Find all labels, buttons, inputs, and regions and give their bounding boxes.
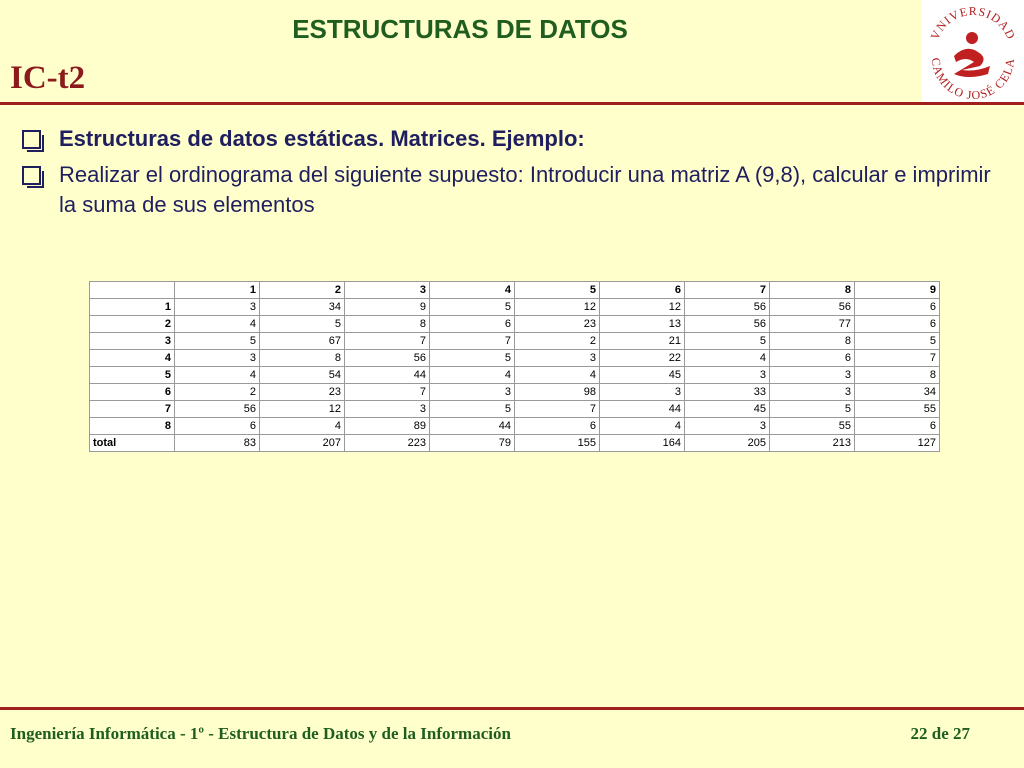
row-header: 8 <box>90 418 175 435</box>
table-cell: 4 <box>430 367 515 384</box>
table-row <box>90 333 940 350</box>
column-header: 1 <box>175 282 260 299</box>
slide-title: ESTRUCTURAS DE DATOS <box>292 14 628 44</box>
total-cell: 207 <box>260 435 345 452</box>
column-header: 9 <box>855 282 940 299</box>
row-header: 3 <box>90 333 175 350</box>
table-cell: 8 <box>855 367 940 384</box>
table-cell: 3 <box>345 401 430 418</box>
table-cell: 23 <box>260 384 345 401</box>
table-cell: 5 <box>430 350 515 367</box>
table-cell: 5 <box>685 333 770 350</box>
bullet-text: Estructuras de datos estáticas. Matrices. Ejemplo: <box>59 126 585 151</box>
row-header: 2 <box>90 316 175 333</box>
row-header: 5 <box>90 367 175 384</box>
table-cell: 3 <box>685 367 770 384</box>
svg-text:CAMILO JOSÉ CELA: CAMILO JOSÉ CELA <box>928 56 1018 103</box>
table-cell: 5 <box>430 299 515 316</box>
row-header: 7 <box>90 401 175 418</box>
table-cell: 44 <box>430 418 515 435</box>
table-cell: 6 <box>855 418 940 435</box>
table-row <box>90 367 940 384</box>
table-cell: 8 <box>770 333 855 350</box>
table-cell: 33 <box>685 384 770 401</box>
table-cell: 34 <box>260 299 345 316</box>
total-cell: 213 <box>770 435 855 452</box>
total-cell: 155 <box>515 435 600 452</box>
table-cell: 12 <box>515 299 600 316</box>
column-header: 7 <box>685 282 770 299</box>
table-cell: 6 <box>515 418 600 435</box>
table-cell: 56 <box>770 299 855 316</box>
table-cell: 89 <box>345 418 430 435</box>
table-cell: 3 <box>600 384 685 401</box>
table-cell: 9 <box>345 299 430 316</box>
bullet-item <box>18 160 1008 220</box>
table-header-row <box>90 282 940 299</box>
table-cell: 5 <box>770 401 855 418</box>
footer-divider <box>0 707 1024 710</box>
table-cell: 4 <box>515 367 600 384</box>
table-cell: 3 <box>685 418 770 435</box>
bullet-list <box>18 124 1008 226</box>
table-cell: 77 <box>770 316 855 333</box>
table-row <box>90 299 940 316</box>
column-header: 2 <box>260 282 345 299</box>
table-cell: 55 <box>770 418 855 435</box>
total-cell: 205 <box>685 435 770 452</box>
table-cell: 54 <box>260 367 345 384</box>
row-header: 4 <box>90 350 175 367</box>
table-cell: 4 <box>175 367 260 384</box>
table-row <box>90 401 940 418</box>
header-divider <box>0 102 1024 105</box>
table-cell: 45 <box>685 401 770 418</box>
bullet-text: Realizar el ordinograma del siguiente supuesto: Introducir una matriz A (9,8), calcular e imprimir la suma de sus elementos <box>59 162 991 217</box>
checkbox-bullet-icon <box>22 166 41 185</box>
table-row <box>90 384 940 401</box>
column-header: 8 <box>770 282 855 299</box>
table-cell: 2 <box>175 384 260 401</box>
checkbox-bullet-icon <box>22 130 41 149</box>
table-cell: 6 <box>770 350 855 367</box>
total-cell: 223 <box>345 435 430 452</box>
column-header: 3 <box>345 282 430 299</box>
table-cell: 5 <box>260 316 345 333</box>
table-cell: 56 <box>175 401 260 418</box>
table-cell: 5 <box>175 333 260 350</box>
table-cell: 56 <box>685 299 770 316</box>
table-cell: 21 <box>600 333 685 350</box>
total-cell: 164 <box>600 435 685 452</box>
table-cell: 44 <box>345 367 430 384</box>
table-cell: 7 <box>855 350 940 367</box>
table-row <box>90 350 940 367</box>
table-cell: 12 <box>600 299 685 316</box>
table-cell: 55 <box>855 401 940 418</box>
column-header: 5 <box>515 282 600 299</box>
table-cell: 6 <box>855 316 940 333</box>
table-cell: 4 <box>685 350 770 367</box>
total-cell: 83 <box>175 435 260 452</box>
table-cell: 3 <box>515 350 600 367</box>
table-cell: 12 <box>260 401 345 418</box>
table-cell: 7 <box>430 333 515 350</box>
table-cell: 13 <box>600 316 685 333</box>
total-cell: 127 <box>855 435 940 452</box>
table-cell: 8 <box>345 316 430 333</box>
table-cell: 8 <box>260 350 345 367</box>
table-cell: 7 <box>345 333 430 350</box>
table-cell: 6 <box>430 316 515 333</box>
table-cell: 2 <box>515 333 600 350</box>
table-cell: 44 <box>600 401 685 418</box>
table-cell: 98 <box>515 384 600 401</box>
table-cell: 3 <box>770 367 855 384</box>
total-row <box>90 435 940 452</box>
footer-text: Ingeniería Informática - 1º - Estructura de Datos y de la Información <box>10 724 511 743</box>
table-cell: 7 <box>345 384 430 401</box>
table-cell: 45 <box>600 367 685 384</box>
table-cell: 23 <box>515 316 600 333</box>
table-cell: 3 <box>175 299 260 316</box>
row-header: 6 <box>90 384 175 401</box>
table-cell: 34 <box>855 384 940 401</box>
page-number: 22 de 27 <box>910 724 970 743</box>
table-cell: 5 <box>430 401 515 418</box>
total-label: total <box>90 435 175 452</box>
table-cell: 67 <box>260 333 345 350</box>
table-cell: 7 <box>515 401 600 418</box>
table-cell: 3 <box>430 384 515 401</box>
university-logo <box>922 0 1024 104</box>
column-header <box>90 282 175 299</box>
bullet-item <box>18 124 1008 154</box>
table-cell: 22 <box>600 350 685 367</box>
table-cell: 5 <box>855 333 940 350</box>
column-header: 4 <box>430 282 515 299</box>
svg-text:VNIVERSIDAD: VNIVERSIDAD <box>927 3 1019 42</box>
table-cell: 4 <box>260 418 345 435</box>
table-cell: 3 <box>175 350 260 367</box>
university-logo-icon <box>922 0 1024 104</box>
matrix-table <box>89 281 940 452</box>
table-cell: 6 <box>175 418 260 435</box>
row-header: 1 <box>90 299 175 316</box>
table-row <box>90 316 940 333</box>
table-cell: 4 <box>175 316 260 333</box>
table-cell: 56 <box>685 316 770 333</box>
table-cell: 56 <box>345 350 430 367</box>
total-cell: 79 <box>430 435 515 452</box>
table-cell: 4 <box>600 418 685 435</box>
table-cell: 3 <box>770 384 855 401</box>
table-row <box>90 418 940 435</box>
column-header: 6 <box>600 282 685 299</box>
course-code: IC-t2 <box>10 60 86 96</box>
table-cell: 6 <box>855 299 940 316</box>
